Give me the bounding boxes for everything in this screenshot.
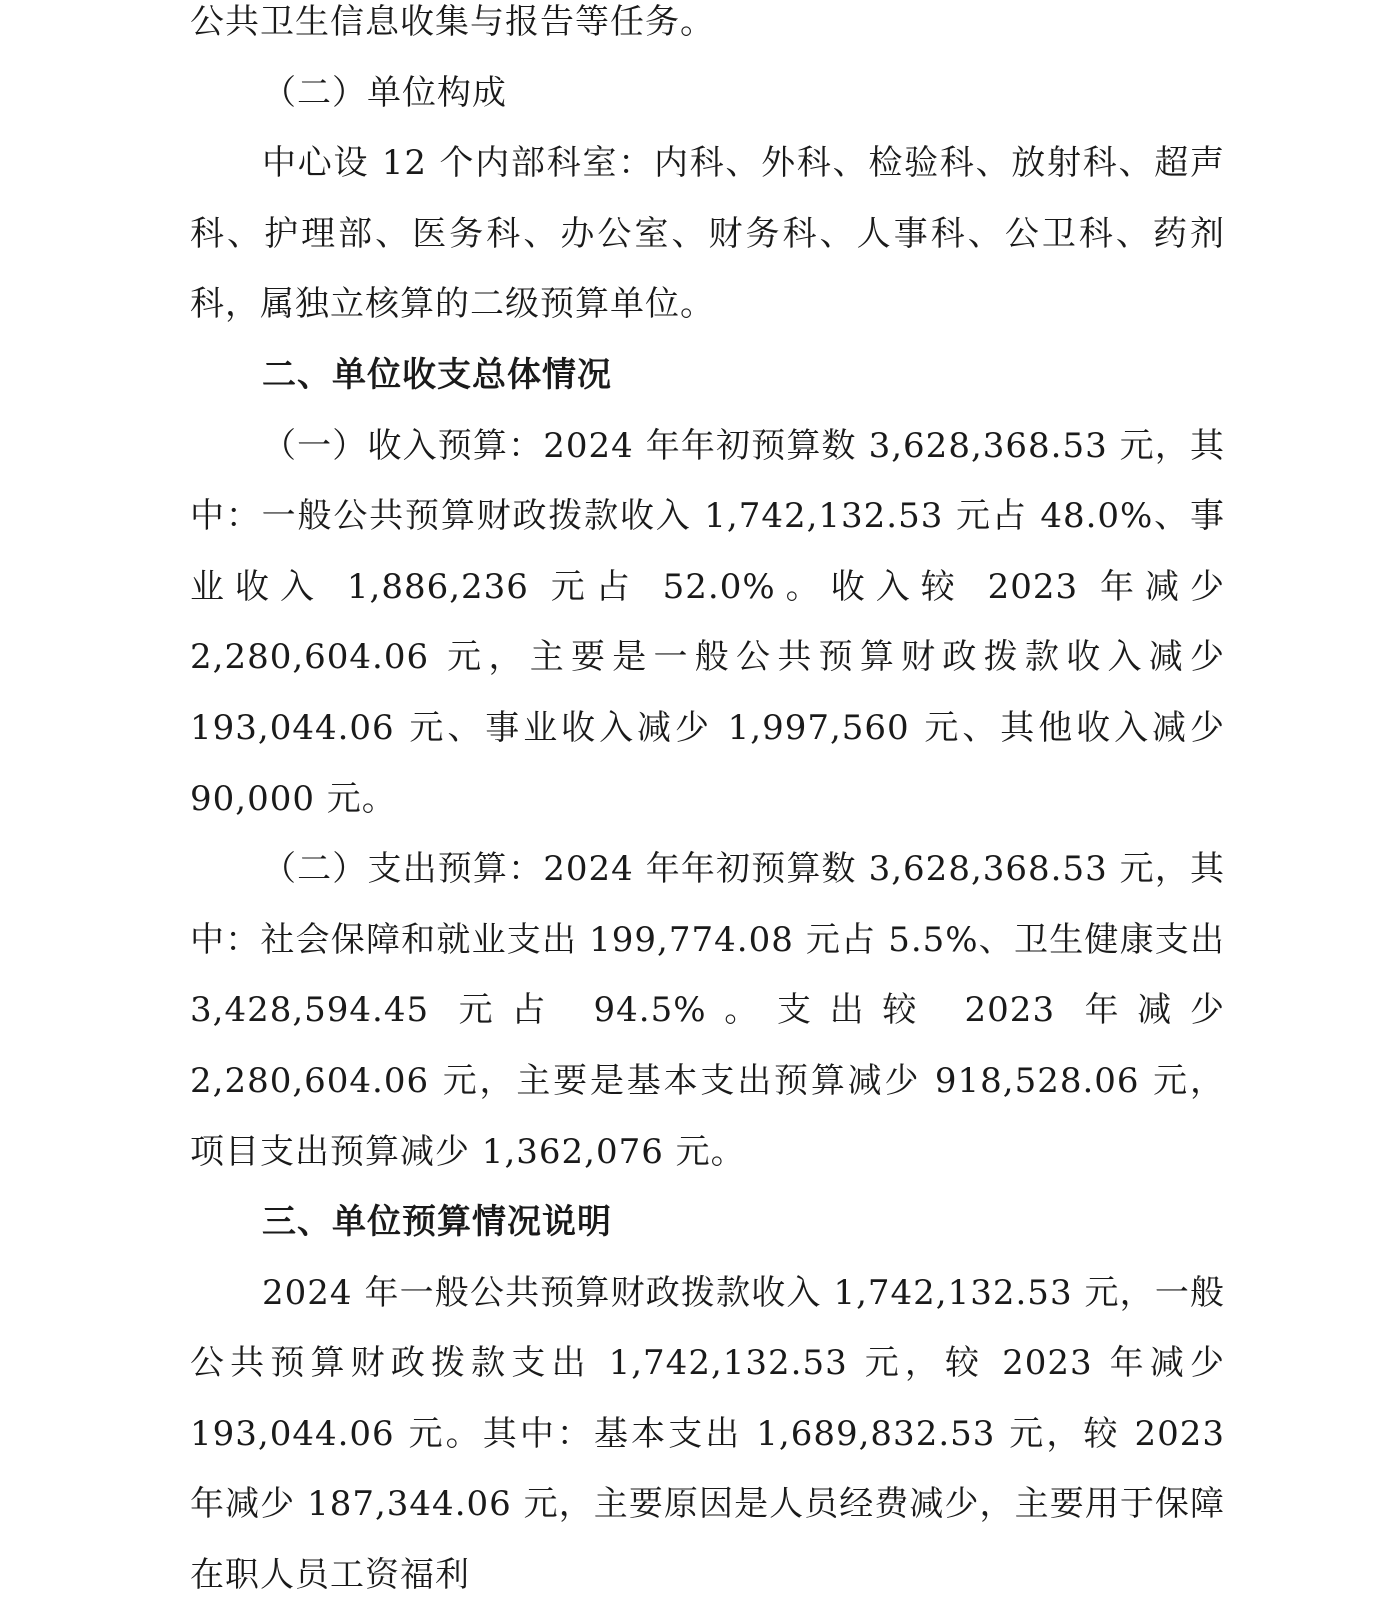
section-subheading-unit-composition: （二）单位构成 bbox=[262, 72, 507, 113]
paragraph-expenditure-budget: （二）支出预算：2024 年年初预算数 3,628,368.53 元，其中：社会保障和就业支出 199,774.08 元占 5.5%、卫生健康支出 3,428,594.45 元占 94.5%。支出较 2023 年减少 2,280,604.06 元，主要是基本支出预算减少 918,528.06 元，项目支出预算减少 1,362,076 元。 bbox=[190, 849, 1225, 1172]
paragraph-budget-explanation: 2024 年一般公共预算财政拨款收入 1,742,132.53 元，一般公共预算财政拨款支出 1,742,132.53 元，较 2023 年减少 193,044.06 元。其中：基本支出 1,689,832.53 元，较 2023 年减少 187,344.06 元，主要原因是人员经费减少，主要用于保障在职人员工资福利 bbox=[190, 1272, 1225, 1596]
paragraph-unit-departments: 中心设 12 个内部科室：内科、外科、检验科、放射科、超声科、护理部、医务科、办公室、财务科、人事科、公卫科、药剂科，属独立核算的二级预算单位。 bbox=[190, 143, 1225, 325]
section-heading-income-expenditure: 二、单位收支总体情况 bbox=[262, 354, 612, 395]
section-heading-budget-explanation: 三、单位预算情况说明 bbox=[262, 1202, 612, 1243]
paragraph-income-budget: （一）收入预算：2024 年年初预算数 3,628,368.53 元，其中：一般公共预算财政拨款收入 1,742,132.53 元占 48.0%、事业收入 1,886,236 元占 52.0%。收入较 2023 年减少 2,280,604.06 元，主要是一般公共预算财政拨款收入减少 193,044.06 元、事业收入减少 1,997,560 元、其他收入减少 90,000 元。 bbox=[190, 425, 1225, 819]
paragraph-continuation: 公共卫生信息收集与报告等任务。 bbox=[190, 2, 715, 42]
